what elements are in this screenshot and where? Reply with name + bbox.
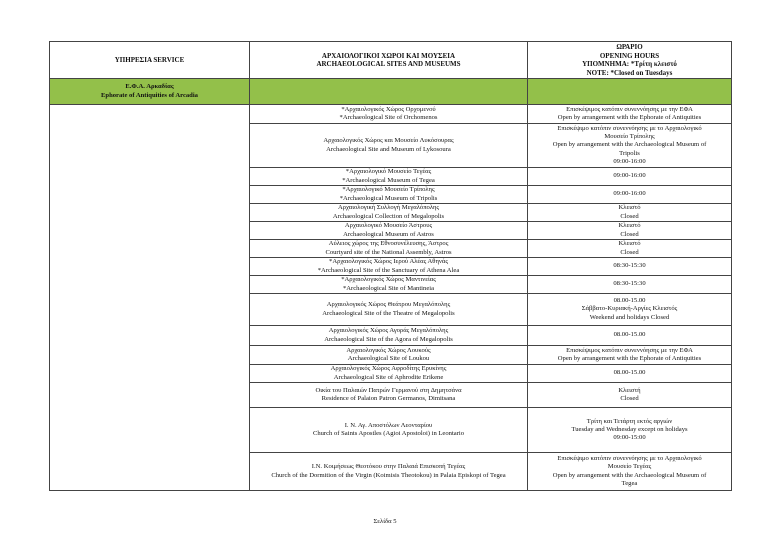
table-row xyxy=(50,168,732,186)
site-name-line: *Αρχαιολογικός Χώρος Ιερού Αλέας Αθηνάς xyxy=(329,258,448,266)
table-row xyxy=(50,204,732,222)
site-name-cell xyxy=(250,294,528,326)
site-name-line: *Αρχαιολογικό Μουσείο Τρίπολης xyxy=(342,186,435,194)
site-name-line: Church of the Dormition of the Virgin (Koimisis Theotokou) in Palaia Episkopi of Tegea xyxy=(271,471,506,479)
opening-hours-line: 08.00-15.00 xyxy=(613,297,646,305)
opening-hours-line: 08.00-15.00 xyxy=(613,331,646,339)
opening-hours-cell xyxy=(528,186,732,204)
site-name-cell xyxy=(250,258,528,276)
site-name-cell xyxy=(250,186,528,204)
ephorate-row xyxy=(50,79,732,105)
opening-hours-cell xyxy=(528,168,732,186)
service-cell xyxy=(50,276,250,294)
opening-hours-line: Tegea xyxy=(621,479,638,487)
opening-hours-line: Open by arrangement with the Archaeological Museum of xyxy=(552,141,707,149)
site-name-line: Archaeological Museum of Astros xyxy=(343,230,434,238)
site-name-cell xyxy=(250,204,528,222)
opening-hours-line: Μουσείο Τρίπολης xyxy=(604,133,655,141)
site-name-line: Ι. Ν. Αγ. Αποστόλων Λεονταρίου xyxy=(344,421,433,429)
opening-hours-line: Σάββατο-Κυριακή-Αργίες Κλειστός xyxy=(581,305,678,313)
site-name-line: *Αρχαιολογικός Χώρος Ορχομενού xyxy=(341,105,436,113)
service-cell xyxy=(50,240,250,258)
site-name-cell xyxy=(250,240,528,258)
service-cell xyxy=(50,124,250,168)
opening-hours-line: 09:00-16:00 xyxy=(613,157,646,165)
table-row xyxy=(50,258,732,276)
site-name-cell xyxy=(250,222,528,240)
opening-hours-cell xyxy=(528,258,732,276)
opening-hours-line: Weekend and holidays Closed xyxy=(589,313,670,321)
site-name-line: Αύλειος χώρος της Εθνοσυνέλευσης, Άστρος xyxy=(328,240,449,248)
table-row xyxy=(50,326,732,346)
opening-hours-cell xyxy=(528,204,732,222)
page-number: Σελίδα 5 xyxy=(373,518,397,525)
service-cell xyxy=(50,365,250,383)
site-name-cell xyxy=(250,383,528,408)
site-name-line: *Archaeological Site of Mantineia xyxy=(343,284,434,292)
site-name-line: Archaeological Site and Museum of Lykosoura xyxy=(326,145,451,153)
service-cell xyxy=(50,383,250,408)
opening-hours-line: Κλειστό xyxy=(618,204,641,212)
opening-hours-line: Κλειστή xyxy=(618,386,641,394)
service-cell xyxy=(50,326,250,346)
opening-hours-line: Μουσείο Τεγέας xyxy=(607,463,652,471)
site-name-line: *Αρχαιολογικό Μουσείο Τεγέας xyxy=(345,168,432,176)
site-name-cell xyxy=(250,408,528,453)
opening-hours-line: Closed xyxy=(620,212,639,220)
table-row xyxy=(50,105,732,124)
opening-hours-cell xyxy=(528,346,732,365)
site-name-line: Αρχαιολογικό Μουσείο Άστρους xyxy=(344,222,433,230)
opening-hours-line: Open by arrangement with the Ephorate of Antiquities xyxy=(557,114,702,121)
service-cell xyxy=(50,294,250,326)
site-name-line: Archaeological Site of Aphrodite Erikene xyxy=(333,373,444,381)
opening-hours-line: Κλειστό xyxy=(618,222,641,230)
sites-column-header: ΑΡΧΑΙΟΛΟΓΙΚΟΙ ΧΩΡΟΙ ΚΑΙ ΜΟΥΣΕΙΑ ARCHAEOLOGICAL SITES AND MUSEUMS xyxy=(250,42,528,79)
table-row xyxy=(50,276,732,294)
table-row xyxy=(50,294,732,326)
site-name-line: *Αρχαιολογικός Χώρος Μαντινείας xyxy=(341,276,436,284)
site-name-cell xyxy=(250,124,528,168)
service-cell xyxy=(50,258,250,276)
site-name-cell xyxy=(250,346,528,365)
site-name-cell xyxy=(250,453,528,491)
opening-hours-cell xyxy=(528,365,732,383)
service-cell xyxy=(50,346,250,365)
opening-hours-line: Open by arrangement with the Ephorate of Antiquities xyxy=(557,355,702,362)
table-row xyxy=(50,222,732,240)
opening-hours-line: Επισκέψιμο κατόπιν συνεννόησης με το Αρχαιολογικό xyxy=(557,455,702,463)
table-header-row xyxy=(50,42,732,79)
hours-column-header: ΩΡΑΡΙΟ OPENING HOURS ΥΠΟΜΝΗΜΑ: *Τρίτη κλειστό NOTE: *Closed on Tuesdays xyxy=(528,42,732,79)
opening-hours-line: Closed xyxy=(620,230,639,238)
service-cell xyxy=(50,186,250,204)
service-cell xyxy=(50,222,250,240)
site-name-line: *Archaeological Site of the Sanctuary of Athena Alea xyxy=(317,266,460,274)
service-column-header: ΥΠΗΡΕΣΙΑ SERVICE xyxy=(50,42,250,79)
site-name-line: Archaeological Site of Loukou xyxy=(347,355,430,362)
opening-hours-line: Tuesday and Wednesday except on holidays xyxy=(571,425,688,433)
site-name-line: Αρχαιολογικός Χώρος και Μουσείο Λυκόσουρας xyxy=(323,137,454,145)
site-name-line: Αρχαιολογικός Χώρος Αγοράς Μεγαλόπολης xyxy=(328,327,449,335)
service-cell xyxy=(50,204,250,222)
opening-hours-line: Επισκέψιμος κατόπιν συνεννόησης με την ΕΦΑ xyxy=(566,346,693,354)
site-name-line: Αρχαιολογικός Χώρος Αφροδίτης Ερυκίνης xyxy=(330,365,447,373)
site-name-line: *Archaeological Site of Orchomenos xyxy=(339,114,438,121)
opening-hours-line: Επισκέψιμος κατόπιν συνεννόησης με την ΕΦΑ xyxy=(566,105,693,113)
opening-hours-cell xyxy=(528,240,732,258)
site-name-cell xyxy=(250,276,528,294)
opening-hours-line: Τρίτη και Τετάρτη εκτός αργιών xyxy=(586,417,673,425)
opening-hours-table xyxy=(49,41,732,491)
opening-hours-line: Closed xyxy=(620,395,639,402)
service-cell xyxy=(50,408,250,453)
opening-hours-cell xyxy=(528,453,732,491)
opening-hours-cell xyxy=(528,222,732,240)
table-row xyxy=(50,453,732,491)
site-name-cell xyxy=(250,168,528,186)
site-name-line: Archaeological Collection of Megalopolis xyxy=(332,212,445,220)
opening-hours-line: Closed xyxy=(620,248,639,256)
table-row xyxy=(50,365,732,383)
service-cell xyxy=(50,453,250,491)
opening-hours-line: 08:30-15:30 xyxy=(613,280,646,288)
table-row xyxy=(50,346,732,365)
table-row xyxy=(50,408,732,453)
opening-hours-cell xyxy=(528,383,732,408)
site-name-line: *Archaeological Museum of Tripolis xyxy=(339,194,438,202)
opening-hours-line: 08.00-15.00 xyxy=(613,369,646,377)
opening-hours-line: 09:00-16:00 xyxy=(613,190,646,198)
site-name-line: Archaeological Site of the Agora of Megalopolis xyxy=(324,335,453,343)
opening-hours-line: Κλειστό xyxy=(618,240,641,248)
site-name-line: Αρχαιολογικός Χώρος Λουκούς xyxy=(346,346,431,354)
site-name-line: Archaeological Site of the Theatre of Megalopolis xyxy=(322,309,455,317)
opening-hours-cell xyxy=(528,276,732,294)
table-row xyxy=(50,186,732,204)
opening-hours-line: 08:30-15:30 xyxy=(613,262,646,270)
site-name-line: Church of Saints Apostles (Agioi Apostoloi) in Leontario xyxy=(312,430,465,437)
site-name-line: Οικία του Παλαιών Πατρών Γερμανού στη Δημητσάνα xyxy=(315,386,462,394)
opening-hours-cell xyxy=(528,124,732,168)
service-cell xyxy=(50,105,250,124)
site-name-cell xyxy=(250,326,528,346)
opening-hours-cell xyxy=(528,408,732,453)
opening-hours-line: Επισκέψιμο κατόπιν συνεννόησης με το Αρχαιολογικό xyxy=(557,124,702,132)
opening-hours-cell xyxy=(528,326,732,346)
site-name-line: Αρχαιολογικός Χώρος Θεάτρου Μεγαλόπολης xyxy=(326,301,451,309)
opening-hours-line: 09:00-15:00 xyxy=(613,434,646,442)
site-name-line: Ι.Ν. Κοιμήσεως Θεοτόκου στην Παλαιά Επισκοπή Τεγέας xyxy=(311,463,466,471)
site-name-line: Residence of Palaion Patron Germanos, Dimitsana xyxy=(321,395,456,402)
site-name-cell xyxy=(250,365,528,383)
table-row xyxy=(50,124,732,168)
opening-hours-cell xyxy=(528,294,732,326)
table-row xyxy=(50,383,732,408)
opening-hours-line: Tripolis xyxy=(619,149,640,157)
site-name-line: *Archaeological Museum of Tegea xyxy=(342,176,435,184)
table-row xyxy=(50,240,732,258)
service-cell xyxy=(50,168,250,186)
sites-rows xyxy=(50,105,732,491)
opening-hours-line: 09:00-16:00 xyxy=(613,172,646,180)
opening-hours-line: Open by arrangement with the Archaeological Museum of xyxy=(552,471,707,479)
site-name-cell xyxy=(250,105,528,124)
ephorate-name: Ε.Φ.Α. Αρκαδίας Ephorate of Antiquities of Arcadia xyxy=(50,79,250,105)
site-name-line: Αρχαιολογική Συλλογή Μεγαλόπολης xyxy=(337,204,440,212)
site-name-line: Courtyard site of the National Assembly, Astros xyxy=(325,248,452,256)
opening-hours-cell xyxy=(528,105,732,124)
